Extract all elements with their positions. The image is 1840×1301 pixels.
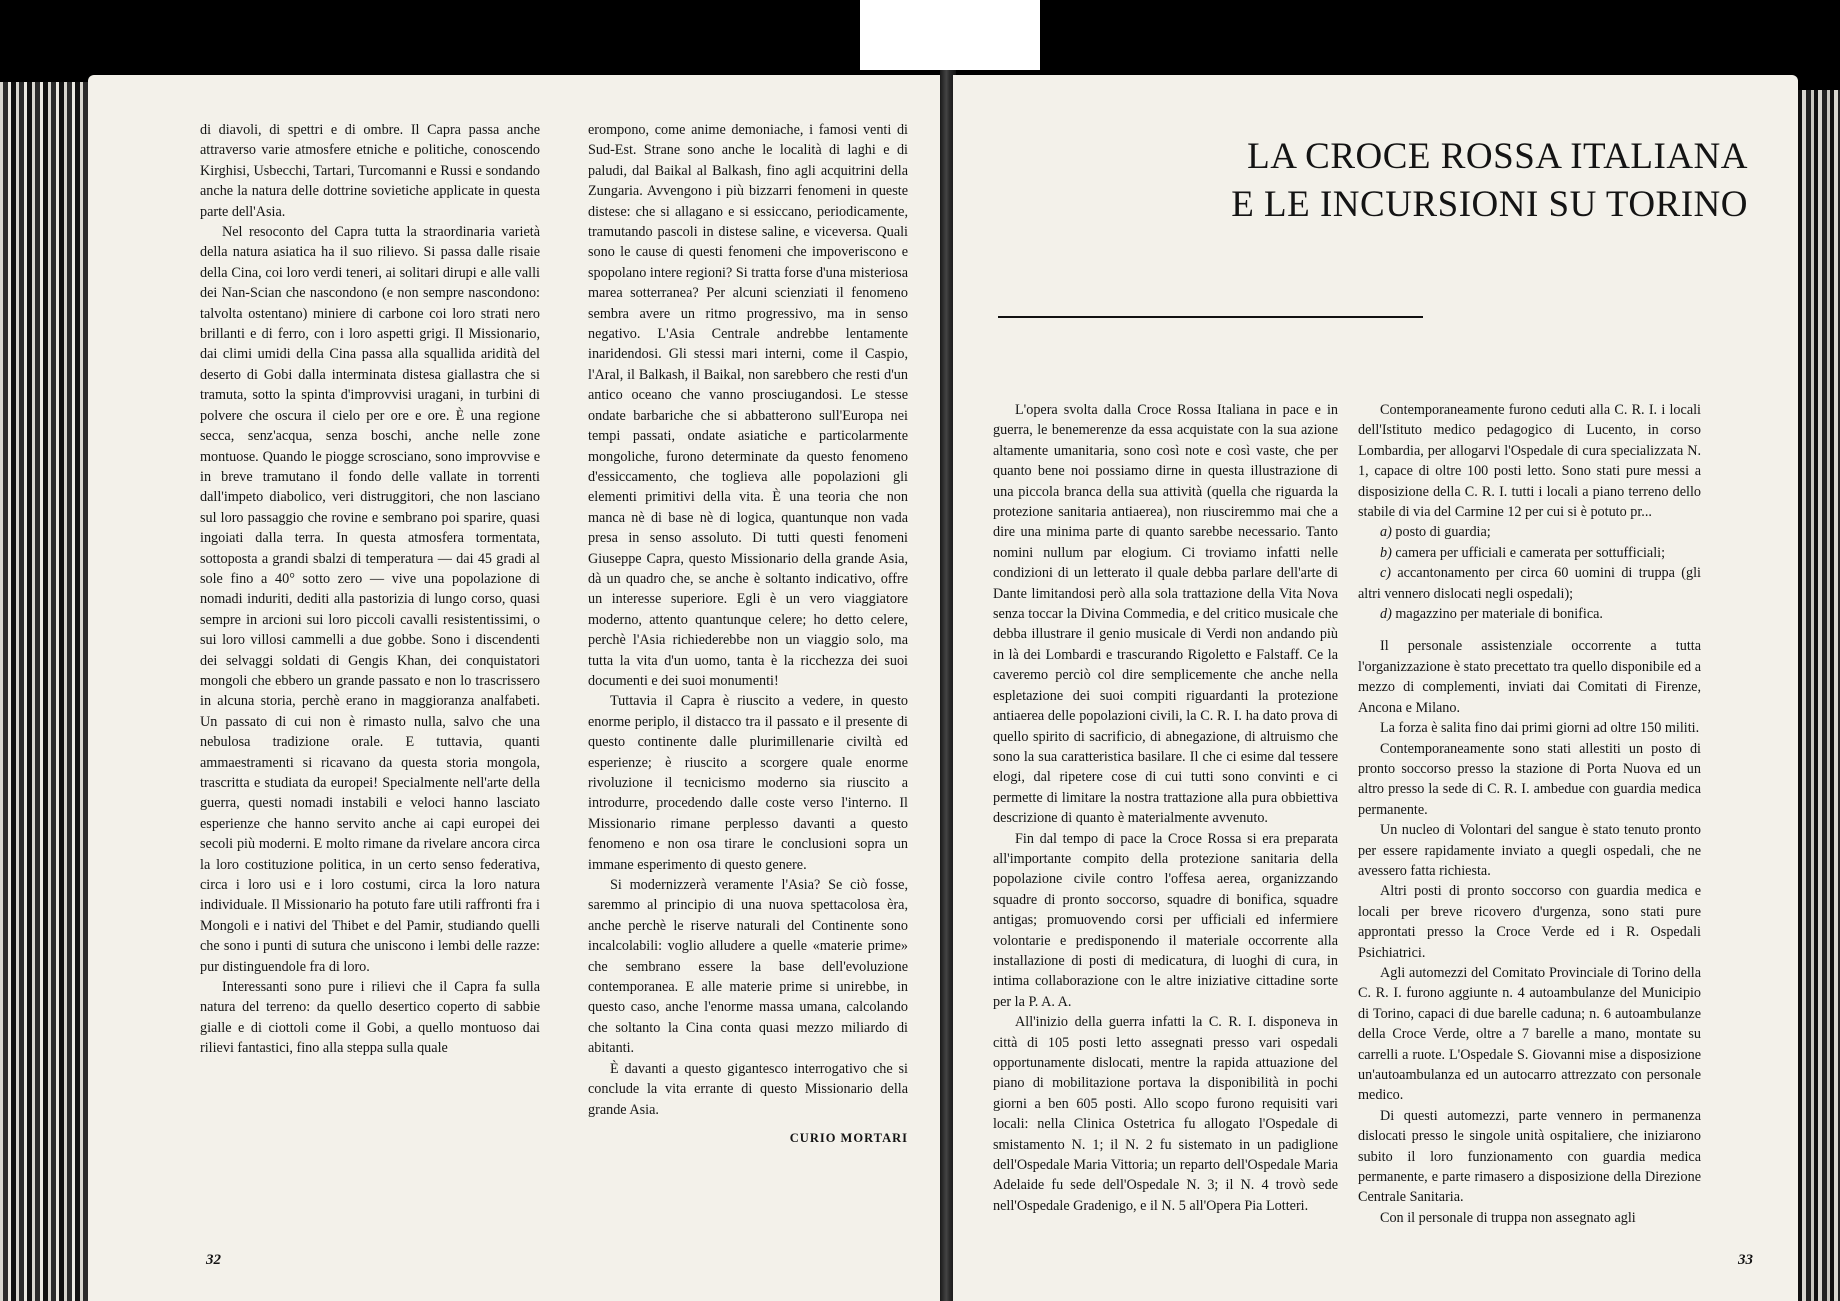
book-page-edges-right bbox=[1798, 90, 1840, 1301]
background-top-tab bbox=[860, 0, 1040, 70]
paragraph: Con il personale di truppa non assegnato agli bbox=[1380, 1209, 1636, 1226]
page-number-right: 33 bbox=[1738, 1252, 1753, 1268]
list-text: accantonamento per circa 60 uomini di truppa (gli altri vennero dislocati negli ospedali); bbox=[1358, 565, 1701, 602]
list-item bbox=[1358, 522, 1701, 542]
book-page-edges-left bbox=[0, 82, 88, 1301]
paragraph: Fin dal tempo di pace la Croce Rossa si era preparata all'importante compito della protezione sanitaria della popolazione civile contro l'offesa aerea, organizzando squadre di pronto soccorso, squadre di bonifica, squadre antigas; promuovendo corsi per ufficiali ed infermiere volontarie e predisponendo il materiale occorrente alla installazione di posti di medicatura, di luoghi di cura, in intima collaborazione con le altre iniziative cittadine sorte per la P. A. A. bbox=[993, 830, 1338, 1010]
paragraph: Un nucleo di Volontari del sangue è stato tenuto pronto per essere rapidamente inviato a quegli ospedali, che ne avessero fatta richiesta. bbox=[1358, 822, 1701, 879]
list-letter: b) bbox=[1380, 544, 1392, 561]
paragraph: La forza è salita fino dai primi giorni ad oltre 150 militi. bbox=[1380, 720, 1700, 737]
paragraph: di diavoli, di spettri e di ombre. Il Capra passa anche attraverso varie atmosfere etniche e politiche, conoscendo Kirghisi, Usbecchi, Tartari, Turcomanni e Russi e sondando anche la natura delle dottrine sovietiche applicate in questa parte dell'Asia. bbox=[200, 122, 540, 220]
right-column-1 bbox=[993, 400, 1338, 1216]
list-letter: a) bbox=[1380, 524, 1392, 541]
right-page bbox=[953, 75, 1798, 1301]
title-line-1: LA CROCE ROSSA ITALIANA bbox=[1247, 136, 1748, 177]
article-title bbox=[1048, 133, 1748, 229]
paragraph: Contemporaneamente sono stati allestiti un posto di pronto soccorso presso la stazione di Porta Nuova ed un altro presso la sede di C. R. I. ambedue con guardia medica permanente. bbox=[1358, 740, 1701, 818]
list-item bbox=[1358, 563, 1701, 604]
paragraph: Il personale assistenziale occorrente a tutta l'organizzazione è stato precettato tra quello disponibile ed a mezzo di complementi, inviati dai Comitati di Firenze, Ancona e Milano. bbox=[1358, 638, 1701, 716]
paragraph: Nel resoconto del Capra tutta la straordinaria varietà della natura asiatica ha il suo rilievo. Si passa dalle risaie della Cina, coi loro verdi teneri, ai solitari dirupi e alle valli dei Nan-Scian che nascondono (e non sempre nascondono: talvolta ostentano) miniere di carbone coi loro strati nero brillanti e di ferro, con i loro aspetti grigi. Il Missionario, dai climi umidi della Cina passa alla squallida aridità del deserto di Gobi dalla interminata distesa giallastra che si tramuta, sotto la spinta d'improvvisi uragani, in turbini di polvere che oscura il cielo per ore e ore. È una regione secca, senz'acqua, senza boschi, anche nelle zone montuose. Quando le piogge scrosciano, sono improvvise e in breve tramutano il fondo delle vallate in torrenti dall'impeto diabolico, veri distruggitori, che non lasciano sul loro passaggio che rovine e sembrano poi sparire, quasi ingoiati dalla terra. In questa atmosfera tormentata, sottoposta a grandi sbalzi di temperatura — dai 45 gradi al sole fino a 40° sotto zero — vive una popolazione di nomadi induriti, dediti alla pastorizia di lungo corso, quasi sempre in arcioni sui loro piccoli cavalli resistentissimi, o sui loro villosi cammelli a due gobbe. Sono i discendenti dei selvaggi soldati di Gengis Khan, dei conquistatori mongoli che ebbero un grande passato e non lo trascrissero in alcuna storia, perchè erano in maggioranza analfabeti. Un passato di cui non è rimasto nulla, salvo che una nebulosa tradizione orale. E tuttavia, quanti ammaestramenti si ricavano da questa storia mongola, trascritta e studiata da europei! Specialmente nell'arte della guerra, questi nomadi instabili e veloci hanno lasciato esperienze che hanno servito anche ai capi europei dei secoli più moderni. E molto rimane da rivelare ancora circa la loro costituzione politica, in un certo senso federativa, circa i loro usi e i loro costumi, circa la loro natura individuale. Il Missionario ha potuto fare utili raffronti fra i Mongoli e i nativi del Thibet e del Pamir, studiando quelli che sono i punti di sutura che uniscono i lembi delle razze: pur distinguendole fra di loro. bbox=[200, 224, 540, 975]
paragraph: L'opera svolta dalla Croce Rossa Italiana in pace e in guerra, le benemerenze da essa acquistate con la sua azione altamente umanitaria, sono così note e così vaste, che per quanto bene noi possiamo dirne in questa illustrazione di una piccola branca della sua attività (quella che riguarda la protezione sanitaria antiaerea), non riusciremmo mai che a dire una minima parte di quanto sarebbe necessario. Tanto nomini nullum par elogium. Ci troviamo infatti nelle condizioni di un letterato il quale debba parlare dell'arte di Dante limitandosi però alla sola trattazione della Vita Nova senza toccar la Divina Commedia, e del critico musicale che debba illustrare il genio musicale di Verdi non andando più in là dei Lombardi e trascurando Rigoletto e Falstaff. Ce la caveremo perciò col dire semplicemente che anche nella espletazione dei suoi compiti riguardanti la protezione antiaerea delle popolazioni civili, la C. R. I. ha dato prova di quello spirito di sacrificio, di abnegazione, di altruismo che sono la sua caratteristica basilare. Il che ci esime dal tessere elogi, dal ripetere cose di cui tutti sono convinti e ci permette di limitare la nostra trattazione alla pura obbiettiva descrizione di quanto è materialmente avvenuto. bbox=[993, 402, 1338, 827]
author-signature: CURIO MORTARI bbox=[789, 1130, 908, 1145]
left-page bbox=[88, 75, 943, 1301]
paragraph: Tuttavia il Capra è riuscito a vedere, in questo enorme periplo, il distacco tra il passato e il presente di questo continente dalle plurimillenarie civiltà ed esperienze; è riuscito a scorgere quale enorme rivoluzione il tecnicismo moderno sia riuscito a introdurre, procedendo dalle coste verso l'interno. Il Missionario rimane perplesso davanti a questo fenomeno e non osa tirare le conclusioni sopra un immane esperimento di questo genere. bbox=[588, 693, 908, 873]
list-text: posto di guardia; bbox=[1395, 524, 1491, 541]
paragraph: erompono, come anime demoniache, i famosi venti di Sud-Est. Strane sono anche le località di laghi e di paludi, dal Baikal al Balkash, fino agli acquitrini della Zungaria. Avvengono i più bizzarri fenomeni in queste distese: che si allagano e si essiccano, periodicamente, tramutando pascoli in distese saline, e viceversa. Quali sono le cause di questi fenomeni che impoveriscono e spopolano intere regioni? Si tratta forse d'una misteriosa marea sotterranea? Per alcuni scienziati il fenomeno sembra avere un ritmo progressivo, ma in senso negativo. L'Asia Centrale andrebbe lentamente inaridendosi. Gli stessi mari interni, come il Caspio, l'Aral, il Balkash, il Baikal, non sarebbero che resti d'un antico oceano che vanno prosciugandosi. Le stesse ondate barbariche che si abbatterono sull'Europa nei tempi passati, ondate asiatiche e particolarmente mongoliche, furono determinate da questo fenomeno d'essiccamento, che toglieva alle popolazioni gli elementi primitivi della vita. È una teoria che non manca nè di base nè di logica, quantunque non vada presa in senso assoluto. Di tutti questi fenomeni Giuseppe Capra, questo Missionario della grande Asia, dà un quadro che, se anche è soltanto indicativo, offre un interesse superiore. Egli è un vero viaggiatore moderno, attento quantunque celere; ho detto celere, perchè l'Asia richiederebbe non un viaggio solo, ma tutta la vita d'un uomo, tanta è la ricchezza dei suoi documenti e dei suoi monumenti! bbox=[588, 122, 908, 689]
right-column-2 bbox=[1358, 400, 1701, 1228]
paragraph: Interessanti sono pure i rilievi che il Capra fa sulla natura del terreno: da quello desertico coperto di sabbie gialle e di ciottoli come il Gobi, a quello montuoso dai rilievi fantastici, fino alla steppa sulla quale bbox=[200, 979, 540, 1057]
list-letter: c) bbox=[1380, 565, 1392, 582]
paragraph: Si modernizzerà veramente l'Asia? Se ciò fosse, saremmo al principio di una nuova spettacolosa èra, anche perchè le riserve naturali del Continente sono incalcolabili: voglio alludere a quelle «materie prime» che sembrano essere la base dell'evoluzione contemporanea. E alle materie prime si unirebbe, in questo caso, anche l'enorme massa umana, calcolando che soltanto la Cina conta quasi mezzo miliardo di abitanti. bbox=[588, 877, 908, 1057]
paragraph: Contemporaneamente furono ceduti alla C. R. I. i locali dell'Istituto medico pedagogico di Lucento, in corso Lombardia, per allogarvi l'Ospedale di cura specializzata N. 1, capace di oltre 100 posti letto. Sono stati pure messi a disposizione della C. R. I. tutti i locali a piano terreno dello stabile di via del Carmine 12 per cui si è potuto pr... bbox=[1358, 402, 1701, 521]
paragraph: Di questi automezzi, parte vennero in permanenza dislocati presso le singole unità ospitaliere, che iniziarono subito il loro funzionamento con guardia medica permanente, e parte rimasero a disposizione della Direzione Centrale Sanitaria. bbox=[1358, 1107, 1701, 1206]
paragraph: Altri posti di pronto soccorso con guardia medica e locali per breve ricovero d'urgenza, sono stati pure approntati presso la Croce Verde ed i R. Ospedali Psichiatrici. bbox=[1358, 883, 1701, 961]
paragraph: All'inizio della guerra infatti la C. R. I. disponeva in città di 105 posti letto assegnati presso vari ospedali opportunamente dislocati, mentre la rapida attuazione del piano di mobilitazione portava la disponibilità in pochi giorni a ben 605 posti. Allo scopo furono requisiti vari locali: nella Clinica Ostetrica fu allogato l'Ospedale di smistamento N. 1; il N. 2 fu sistemato in un padiglione dell'Ospedale Maria Vittoria; un reparto dell'Ospedale Maria Adelaide fu sede dell'Ospedale N. 3; il N. 4 trovò sede nell'Ospedale Gradenigo, e il N. 5 all'Opera Pia Lotteri. bbox=[993, 1014, 1338, 1214]
paragraph: È davanti a questo gigantesco interrogativo che si conclude la vita errante di questo Missionario della grande Asia. bbox=[588, 1060, 908, 1118]
title-underline-rule bbox=[998, 316, 1423, 318]
list-item bbox=[1358, 604, 1701, 624]
left-column-1 bbox=[200, 120, 540, 1059]
left-column-2 bbox=[588, 120, 908, 1148]
paragraph: Agli automezzi del Comitato Provinciale di Torino della C. R. I. furono aggiunte n. 4 autoambulanze del Municipio di Torino, capaci di due barelle caduna; n. 6 autoambulanze della Croce Verde, oltre a 7 barelle a mano, montate su carrelli a ruote. L'Ospedale S. Giovanni mise a disposizione un'autoambulanza ed un autocarro attrezzato con personale medico. bbox=[1358, 964, 1701, 1104]
list-letter: d) bbox=[1380, 606, 1392, 623]
page-number-left: 32 bbox=[206, 1252, 221, 1268]
list-text: camera per ufficiali e camerata per sottufficiali; bbox=[1395, 544, 1666, 561]
list-item bbox=[1358, 543, 1701, 563]
title-line-2: E LE INCURSIONI SU TORINO bbox=[1231, 184, 1748, 225]
list-text: magazzino per materiale di bonifica. bbox=[1395, 606, 1603, 623]
